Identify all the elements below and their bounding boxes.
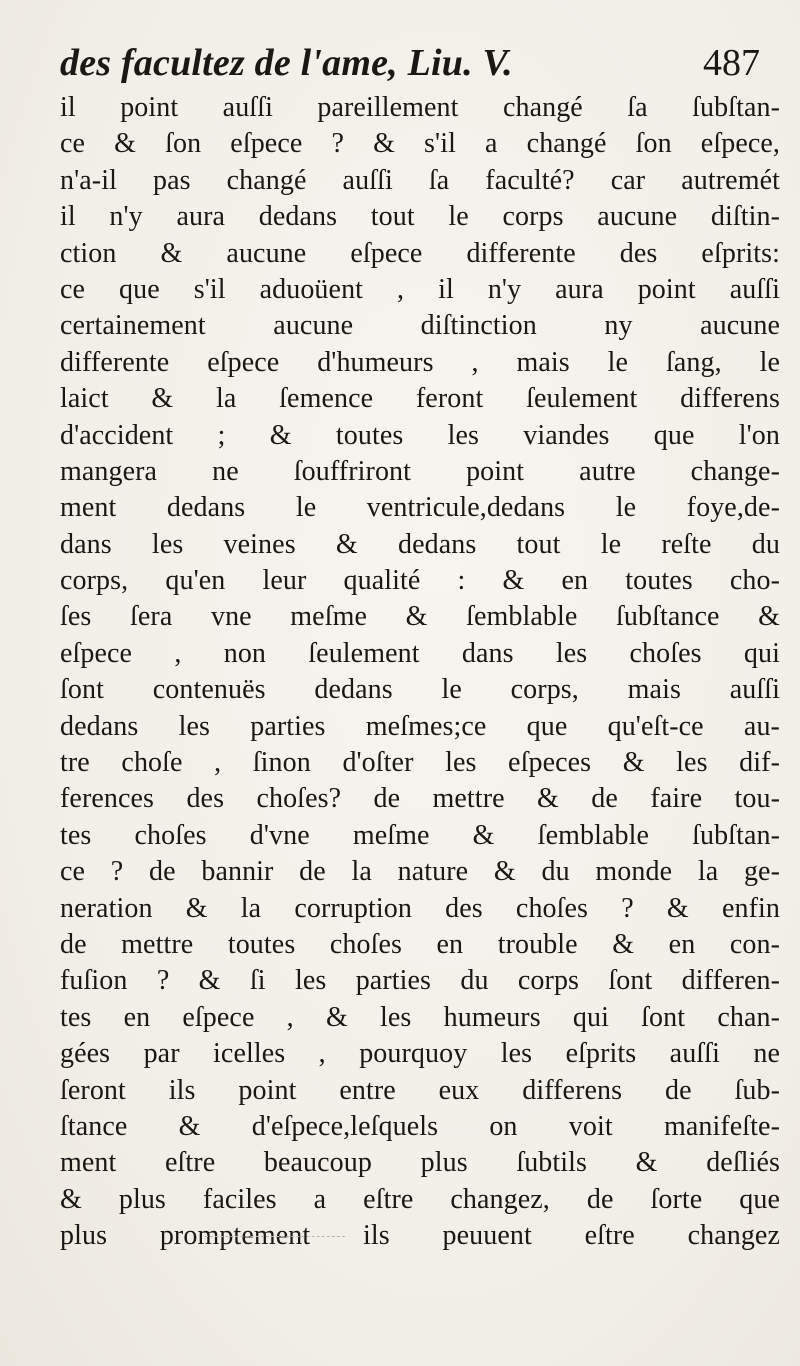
text-line: & plus faciles a eſtre changez, de ſorte que [60,1183,780,1215]
text-line: gées par icelles , pourquoy les eſprits auſſi ne [60,1038,780,1070]
text-line: fuſion ? & ſi les parties du corps ſont differen- [60,965,780,997]
text-line: ſes ſera vne meſme & ſemblable ſubſtance & [60,601,780,633]
text-line: tes en eſpece , & les humeurs qui ſont chan- [60,1001,780,1033]
text-line: dedans les parties meſmes;ce que qu'eſt-ce au- [60,710,780,742]
text-line: certainement aucune diſtinction ny aucune [60,310,780,342]
text-line: ction & aucune eſpece differente des eſprits: [60,237,780,269]
text-line: d'accident ; & toutes les viandes que l'on [60,419,780,451]
text-line: corps, qu'en leur qualité : & en toutes cho- [60,565,780,597]
text-line: ment dedans le ventricule,dedans le foye,de- [60,492,780,524]
page-number: 487 [703,42,760,84]
text-line: n'a-il pas changé auſſi ſa faculté? car autremét [60,164,780,196]
running-title: des facultez de l'ame, Liu. V. [60,42,513,84]
text-line: neration & la corruption des choſes ? & enfin [60,892,780,924]
text-line: il n'y aura dedans tout le corps aucune diſtin- [60,201,780,233]
body-text [60,90,780,1255]
text-line: de mettre toutes choſes en trouble & en con- [60,928,780,960]
text-line: tes choſes d'vne meſme & ſemblable ſubſtan- [60,819,780,851]
text-line: laict & la ſemence feront ſeulement differens [60,383,780,415]
text-line: dans les veines & dedans tout le reſte du [60,528,780,560]
text-line: tre choſe , ſinon d'oſter les eſpeces & les dif- [60,747,780,779]
text-line: mangera ne ſouffriront point autre change- [60,455,780,487]
text-line: ce ? de bannir de la nature & du monde la ge- [60,856,780,888]
bottom-rule [205,1236,345,1238]
text-line: il point auſſi pareillement changé ſa ſubſtan- [60,92,780,123]
text-line: ſtance & d'eſpece,leſquels on voit manifeſte- [60,1110,780,1142]
text-line: ſeront ils point entre eux differens de ſub- [60,1074,780,1106]
text-line: differente eſpece d'humeurs , mais le ſang, le [60,346,780,378]
text-line: ſont contenuës dedans le corps, mais auſſi [60,674,780,706]
text-line: ment eſtre beaucoup plus ſubtils & deſliés [60,1147,780,1179]
running-head [60,38,760,88]
text-line: ce que s'il aduoüent , il n'y aura point auſſi [60,273,780,305]
text-line: ce & ſon eſpece ? & s'il a changé ſon eſpece, [60,128,780,160]
text-line: eſpece , non ſeulement dans les choſes qui [60,637,780,669]
text-line: ferences des choſes? de mettre & de faire tou- [60,783,780,815]
text-line: plus promptement ils peuuent eſtre changez [60,1220,780,1252]
